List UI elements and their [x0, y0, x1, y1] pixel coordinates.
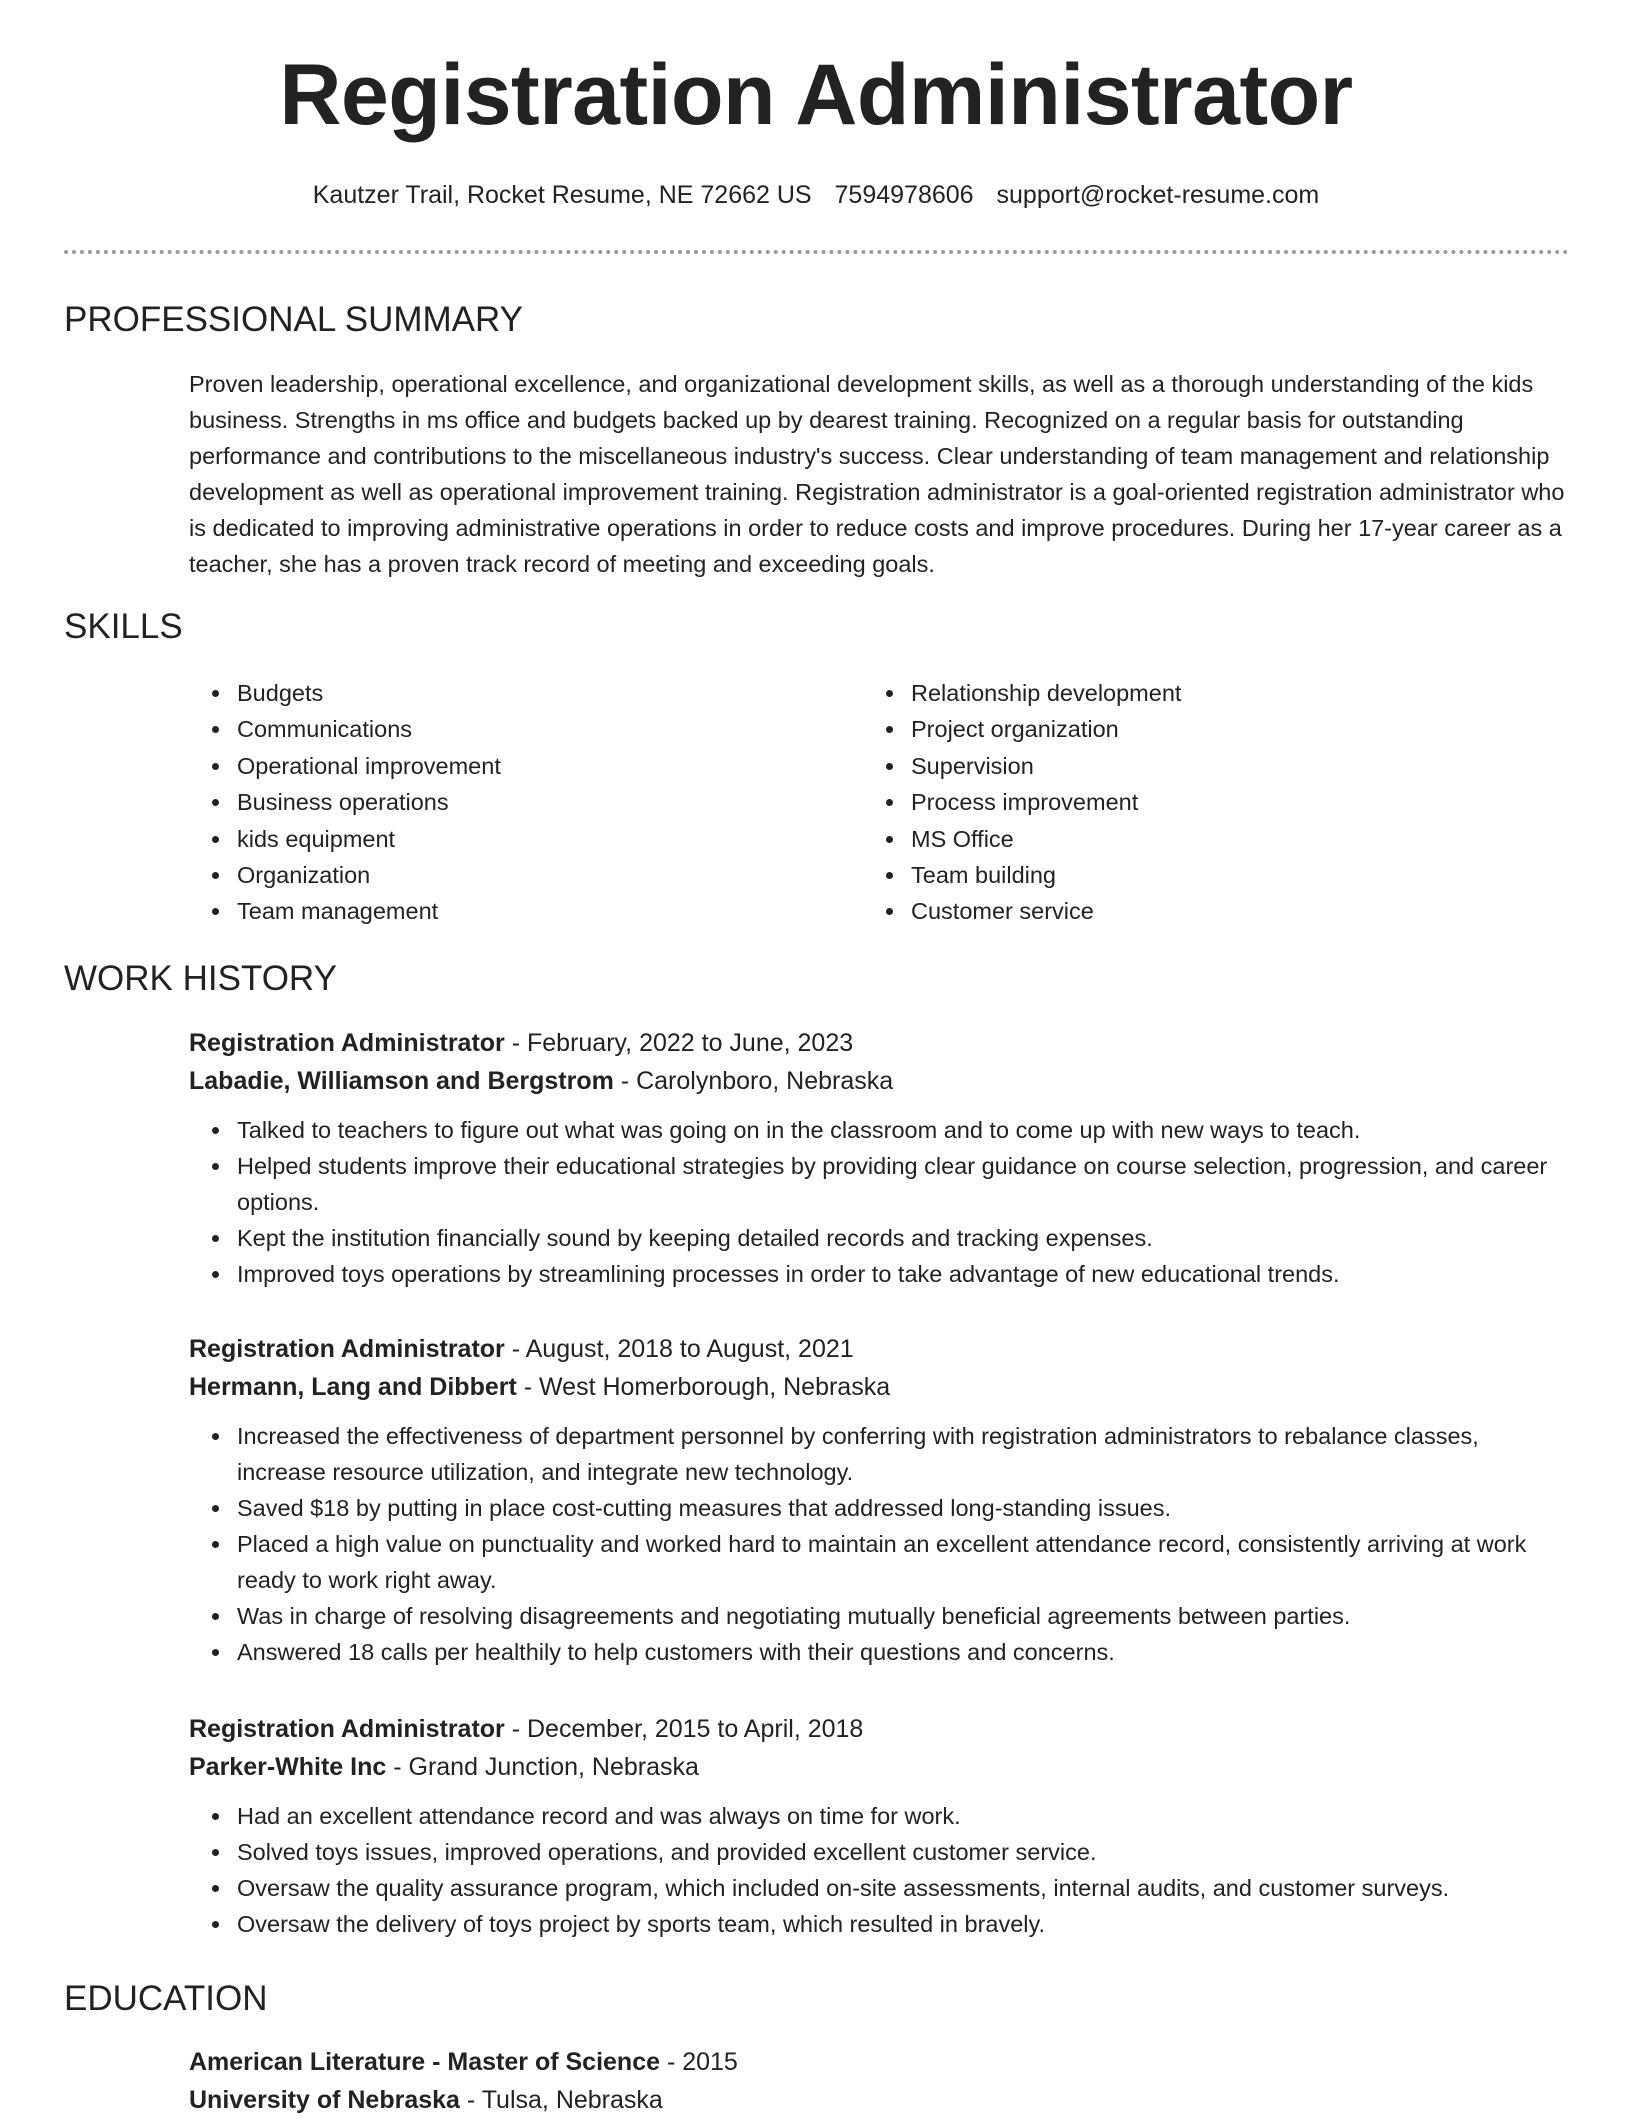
- job-role: Registration Administrator: [189, 1335, 505, 1363]
- education-heading: EDUCATION: [64, 1979, 268, 2018]
- education-degree: American Literature - Master of Science: [189, 2048, 660, 2076]
- skills-list-right: [863, 675, 1587, 930]
- job-dates: - August, 2018 to August, 2021: [504, 1335, 854, 1363]
- skill-item: • MS Office: [907, 821, 1587, 857]
- job-role: Registration Administrator: [189, 1715, 505, 1743]
- header-divider: [64, 250, 1569, 254]
- job-entry: [189, 1024, 1569, 1292]
- job-bullet: • Increased the effectiveness of department personnel by conferring with registration administrators to rebalance classes, increase resource utilization, and integrate new technology.: [233, 1418, 1569, 1490]
- contact-line: [0, 183, 1632, 208]
- job-company-line: [189, 1062, 1569, 1100]
- job-bullet: • Kept the institution financially sound by keeping detailed records and tracking expenses.: [233, 1220, 1569, 1256]
- job-entry: [189, 1330, 1569, 1670]
- skill-item: • kids equipment: [233, 821, 853, 857]
- job-location: - West Homerborough, Nebraska: [516, 1373, 891, 1401]
- skill-item: • Team management: [233, 893, 853, 929]
- job-bullet: • Oversaw the quality assurance program, which included on-site assessments, internal audits, and customer surveys.: [233, 1870, 1569, 1906]
- skills-list-left: [189, 675, 853, 930]
- skill-item: • Project organization: [907, 711, 1587, 747]
- education-entry: [189, 2043, 1569, 2119]
- skills-heading: SKILLS: [64, 607, 183, 646]
- contact-email: support@rocket-resume.com: [996, 181, 1320, 209]
- job-dates: - December, 2015 to April, 2018: [504, 1715, 864, 1743]
- job-bullet: • Talked to teachers to figure out what was going on in the classroom and to come up with new ways to teach.: [233, 1112, 1569, 1148]
- job-title-line: [189, 1710, 1569, 1748]
- job-bullet: • Was in charge of resolving disagreements and negotiating mutually beneficial agreements between parties.: [233, 1598, 1569, 1634]
- resume-name: Registration Administrator: [279, 47, 1353, 143]
- job-bullet: • Improved toys operations by streamlining processes in order to take advantage of new educational trends.: [233, 1256, 1569, 1292]
- education-degree-line: [189, 2043, 1569, 2081]
- job-company-line: [189, 1368, 1569, 1406]
- skill-item: • Process improvement: [907, 784, 1587, 820]
- job-company: Parker-White Inc: [189, 1753, 387, 1781]
- job-dates: - February, 2022 to June, 2023: [504, 1029, 854, 1057]
- summary-text: Proven leadership, operational excellence, and organizational development skills, as well as a thorough understanding of the kids business. Strengths in ms office and budgets backed up by dearest training. Recognized on a regular basis for outstanding performance and contributions to the miscellaneous industry's success. Clear understanding of team management and relationship development as well as operational improvement training. Registration administrator is a goal-oriented registration administrator who is dedicated to improving administrative operations in order to reduce costs and improve procedures. During her 17-year career as a teacher, she has a proven track record of meeting and exceeding goals.: [189, 371, 1565, 577]
- skill-item: • Relationship development: [907, 675, 1587, 711]
- job-bullet: • Had an excellent attendance record and was always on time for work.: [233, 1798, 1569, 1834]
- job-bullets: [189, 1112, 1569, 1292]
- skill-item: • Communications: [233, 711, 853, 747]
- skill-item: • Supervision: [907, 748, 1587, 784]
- education-school: University of Nebraska: [189, 2086, 460, 2114]
- education-location: - Tulsa, Nebraska: [459, 2086, 663, 2114]
- job-bullet: • Placed a high value on punctuality and worked hard to maintain an excellent attendance record, consistently arriving at work ready to work right away.: [233, 1526, 1569, 1598]
- skill-item: • Business operations: [233, 784, 853, 820]
- job-location: - Carolynboro, Nebraska: [613, 1067, 894, 1095]
- job-bullet: • Helped students improve their educational strategies by providing clear guidance on course selection, progression, and career options.: [233, 1148, 1569, 1220]
- job-role: Registration Administrator: [189, 1029, 505, 1057]
- job-company: Hermann, Lang and Dibbert: [189, 1373, 517, 1401]
- education-year: - 2015: [660, 2048, 738, 2076]
- job-bullet: • Saved $18 by putting in place cost-cutting measures that addressed long-standing issues.: [233, 1490, 1569, 1526]
- summary-heading: PROFESSIONAL SUMMARY: [64, 300, 523, 339]
- skill-item: • Organization: [233, 857, 853, 893]
- job-company-line: [189, 1748, 1569, 1786]
- skill-item: • Customer service: [907, 893, 1587, 929]
- job-bullet: • Solved toys issues, improved operations, and provided excellent customer service.: [233, 1834, 1569, 1870]
- education-school-line: [189, 2081, 1569, 2119]
- job-title-line: [189, 1330, 1569, 1368]
- job-entry: [189, 1710, 1569, 1942]
- job-location: - Grand Junction, Nebraska: [386, 1753, 699, 1781]
- job-bullet: • Oversaw the delivery of toys project by sports team, which resulted in bravely.: [233, 1906, 1569, 1942]
- skill-item: • Budgets: [233, 675, 853, 711]
- contact-phone: 7594978606: [834, 181, 974, 209]
- job-bullets: [189, 1418, 1569, 1670]
- job-title-line: [189, 1024, 1569, 1062]
- skill-item: • Operational improvement: [233, 748, 853, 784]
- job-bullet: • Answered 18 calls per healthily to help customers with their questions and concerns.: [233, 1634, 1569, 1670]
- skill-item: • Team building: [907, 857, 1587, 893]
- job-bullets: [189, 1798, 1569, 1942]
- job-company: Labadie, Williamson and Bergstrom: [189, 1067, 614, 1095]
- work-history-heading: WORK HISTORY: [64, 959, 337, 998]
- contact-address: Kautzer Trail, Rocket Resume, NE 72662 US: [312, 181, 812, 209]
